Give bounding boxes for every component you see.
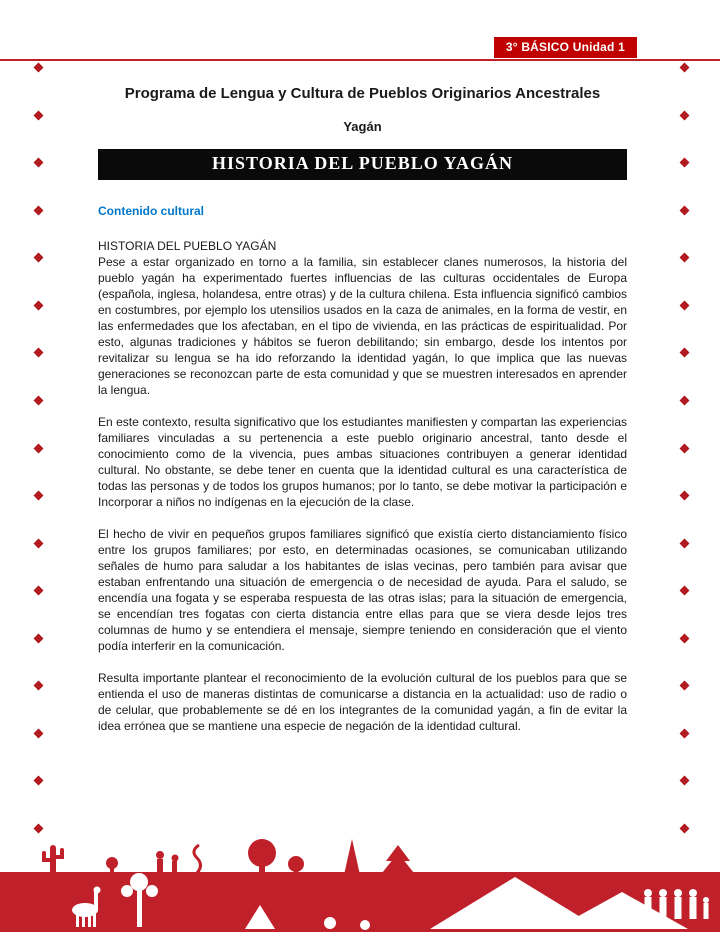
paragraph-1: Pese a estar organizado en torno a la familia, sin establecer clanes numerosos, la historia del pueblo yagán ha experimentado fuertes influencias de las culturas occidentales de Europa (española, inglesa, holandesa, entre otras) y de la cultura chilena. Esta influencia significó cambios en costumbres, por ejemplo los utensilios usados en la caza de animales, en la forma de vestir, en las enfermedades que los afectaban, en el tipo de vivienda, en las prácticas de espiritualidad. Por esto, algunas tradiciones y hábitos se fueron debilitando; sin embargo, desde los intentos por revitalizar su lengua se ha ido reforzando la identidad yagán, lo que implica que las nuevas generaciones se reconozcan parte de esta comunidad y que se muestren interesados en aprender la lengua. [98,255,627,397]
diamond-ornament-icon [33,253,43,263]
program-title: Programa de Lengua y Cultura de Pueblos Originarios Ancestrales [124,85,601,102]
diamond-ornament-icon [679,253,689,263]
footer-landscape-illustration [0,837,720,932]
diamond-ornament-icon [679,586,689,596]
diamond-ornament-icon [33,491,43,501]
header-rule [0,59,720,61]
diamond-ornament-icon [33,824,43,834]
diamond-ornament-icon [679,110,689,120]
diamond-ornament-icon [679,491,689,501]
diamond-ornament-icon [33,110,43,120]
diamond-ornament-icon [33,586,43,596]
language-subtitle: Yagán [343,119,382,134]
diamond-ornament-icon [679,205,689,215]
footer-red-flora [42,839,414,875]
diamond-ornament-icon [33,538,43,548]
section-label: Contenido cultural [98,204,204,218]
diamond-ornament-icon [33,776,43,786]
body-text [98,238,627,734]
right-ornament-column [676,64,692,832]
diamond-ornament-icon [679,538,689,548]
diamond-ornament-icon [33,633,43,643]
diamond-ornament-icon [679,633,689,643]
diamond-ornament-icon [679,776,689,786]
banner-title: HISTORIA DEL PUEBLO YAGÁN [98,149,627,180]
unit-badge: 3° BÁSICO Unidad 1 [494,37,637,58]
diamond-ornament-icon [33,348,43,358]
paragraph-3: El hecho de vivir en pequeños grupos familiares significó que existía cierto distanciamiento físico entre los grupos familiares; por esto, en determinadas ocasiones, se comunicaban utilizando señales de humo para saludar a los habitantes de islas vecinas, pero también para avisar que estaban enfrentando una situación de emergencia o de necesidad de ayuda. Para el saludo, se encendía una fogata y se esperaba respuesta de las otras islas; para la situación de emergencia, se encendían tres fogatas con cierta distancia entre ellas para que se viera desde lejos tres columnas de humo y se entendiera el mensaje, siempre teniendo en consideración que el viento podía interferir en la comunicación. [98,527,627,653]
diamond-ornament-icon [33,205,43,215]
diamond-ornament-icon [33,63,43,73]
diamond-ornament-icon [679,158,689,168]
diamond-ornament-icon [33,681,43,691]
diamond-ornament-icon [33,443,43,453]
diamond-ornament-icon [33,395,43,405]
diamond-ornament-icon [33,728,43,738]
diamond-ornament-icon [33,158,43,168]
paragraph-4: Resulta importante plantear el reconocimiento de la evolución cultural de los pueblos para que se entienda el uso de maneras distintas de comunicarse a distancia en la actualidad: uso de radio o de celular, que probablemente se dé en los integrantes de la comunidad yagán, a fin de evitar la idea errónea que se mantiene una especie de negación de la identidad cultural. [98,671,627,733]
diamond-ornament-icon [679,443,689,453]
diamond-ornament-icon [679,728,689,738]
diamond-ornament-icon [33,300,43,310]
diamond-ornament-icon [679,63,689,73]
content-heading: HISTORIA DEL PUEBLO YAGÁN [98,239,277,253]
diamond-ornament-icon [679,824,689,834]
diamond-ornament-icon [679,395,689,405]
paragraph-2: En este contexto, resulta significativo que los estudiantes manifiesten y compartan las experiencias familiares vinculadas a su pertenencia a este pueblo originario ancestral, tanto desde el conocimiento como de la vivencia, pues ambas situaciones contribuyen a generar identidad cultural. No obstante, se debe tener en cuenta que la identidad cultural es una característica de todas las personas y de todos los grupos humanos; por lo tanto, se debe motivar la participación e Incorporar a niños no indígenas en la ejecución de la clase. [98,415,627,509]
left-ornament-column [30,64,46,832]
diamond-ornament-icon [679,681,689,691]
diamond-ornament-icon [679,348,689,358]
diamond-ornament-icon [679,300,689,310]
document-content [98,85,627,734]
